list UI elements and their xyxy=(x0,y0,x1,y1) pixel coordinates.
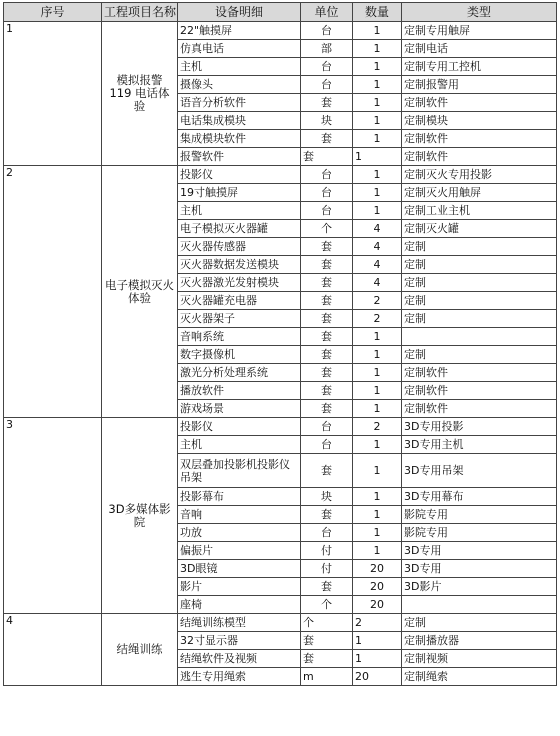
type-cell: 定制报警用 xyxy=(402,76,557,94)
type-cell: 定制 xyxy=(402,310,557,328)
item-cell: 集成模块软件 xyxy=(178,130,301,148)
group-seq: 2 xyxy=(4,166,102,418)
item-cell: 报警软件 xyxy=(178,148,301,166)
qty-cell: 1 xyxy=(353,148,402,166)
type-cell xyxy=(402,328,557,346)
qty-cell: 20 xyxy=(353,560,402,578)
type-cell: 3D专用投影 xyxy=(402,418,557,436)
qty-cell: 1 xyxy=(353,94,402,112)
unit-cell: 套 xyxy=(301,292,353,310)
group-seq: 3 xyxy=(4,418,102,614)
header-row xyxy=(4,3,557,22)
unit-cell: 块 xyxy=(301,488,353,506)
type-cell: 影院专用 xyxy=(402,506,557,524)
unit-cell: 个 xyxy=(301,614,353,632)
qty-cell: 1 xyxy=(353,22,402,40)
type-cell: 定制软件 xyxy=(402,364,557,382)
qty-cell: 1 xyxy=(353,112,402,130)
unit-cell: 套 xyxy=(301,256,353,274)
item-cell: 摄像头 xyxy=(178,76,301,94)
unit-cell: 套 xyxy=(301,454,353,488)
item-cell: 座椅 xyxy=(178,596,301,614)
unit-cell: 台 xyxy=(301,436,353,454)
item-cell: 主机 xyxy=(178,202,301,220)
qty-cell: 2 xyxy=(353,310,402,328)
qty-cell: 2 xyxy=(353,614,402,632)
qty-cell: 1 xyxy=(353,506,402,524)
item-cell: 双层叠加投影机投影仪吊架 xyxy=(178,454,301,488)
type-cell: 定制 xyxy=(402,614,557,632)
type-cell: 定制软件 xyxy=(402,148,557,166)
type-cell: 定制工业主机 xyxy=(402,202,557,220)
group-seq: 1 xyxy=(4,22,102,166)
type-cell: 定制灭火罐 xyxy=(402,220,557,238)
item-cell: 灭火器传感器 xyxy=(178,238,301,256)
item-cell: 投影仪 xyxy=(178,166,301,184)
unit-cell: 块 xyxy=(301,112,353,130)
type-cell: 定制 xyxy=(402,346,557,364)
qty-cell: 1 xyxy=(353,436,402,454)
item-cell: 灭火器架子 xyxy=(178,310,301,328)
type-cell: 定制模块 xyxy=(402,112,557,130)
unit-cell: 套 xyxy=(301,94,353,112)
type-cell: 3D影片 xyxy=(402,578,557,596)
table-row xyxy=(4,22,557,40)
type-cell: 定制播放器 xyxy=(402,632,557,650)
group-name: 模拟报警 119 电话体验 xyxy=(102,22,178,166)
type-cell: 定制 xyxy=(402,274,557,292)
type-cell: 定制 xyxy=(402,292,557,310)
qty-cell: 4 xyxy=(353,274,402,292)
unit-cell: 套 xyxy=(301,506,353,524)
item-cell: 音响系统 xyxy=(178,328,301,346)
qty-cell: 1 xyxy=(353,524,402,542)
qty-cell: 1 xyxy=(353,454,402,488)
item-cell: 电话集成模块 xyxy=(178,112,301,130)
item-cell: 主机 xyxy=(178,436,301,454)
qty-cell: 4 xyxy=(353,238,402,256)
type-cell: 3D专用 xyxy=(402,542,557,560)
qty-cell: 1 xyxy=(353,364,402,382)
item-cell: 功放 xyxy=(178,524,301,542)
unit-cell: 套 xyxy=(301,130,353,148)
qty-cell: 1 xyxy=(353,76,402,94)
item-cell: 数字摄像机 xyxy=(178,346,301,364)
qty-cell: 20 xyxy=(353,668,402,686)
group-name: 电子模拟灭火体验 xyxy=(102,166,178,418)
qty-cell: 4 xyxy=(353,256,402,274)
item-cell: 影片 xyxy=(178,578,301,596)
group-seq: 4 xyxy=(4,614,102,686)
item-cell: 22"触摸屏 xyxy=(178,22,301,40)
unit-cell: 套 xyxy=(301,310,353,328)
unit-cell: 个 xyxy=(301,596,353,614)
item-cell: 结绳训练模型 xyxy=(178,614,301,632)
type-cell: 3D专用吊架 xyxy=(402,454,557,488)
type-cell: 3D专用 xyxy=(402,560,557,578)
type-cell: 定制 xyxy=(402,238,557,256)
unit-cell: 台 xyxy=(301,184,353,202)
type-cell: 定制专用工控机 xyxy=(402,58,557,76)
group-name: 3D多媒体影院 xyxy=(102,418,178,614)
table-row xyxy=(4,614,557,632)
type-cell: 定制 xyxy=(402,256,557,274)
item-cell: 结绳软件及视频 xyxy=(178,650,301,668)
unit-cell: 套 xyxy=(301,148,353,166)
equipment-table xyxy=(3,2,557,686)
type-cell: 定制电话 xyxy=(402,40,557,58)
unit-cell: 台 xyxy=(301,22,353,40)
unit-cell: 台 xyxy=(301,58,353,76)
type-cell: 定制软件 xyxy=(402,94,557,112)
table-row xyxy=(4,418,557,436)
item-cell: 游戏场景 xyxy=(178,400,301,418)
type-cell xyxy=(402,596,557,614)
qty-cell: 1 xyxy=(353,650,402,668)
item-cell: 19寸触摸屏 xyxy=(178,184,301,202)
unit-cell: 台 xyxy=(301,524,353,542)
header-unit: 单位 xyxy=(301,3,353,22)
type-cell: 3D专用主机 xyxy=(402,436,557,454)
table-row xyxy=(4,166,557,184)
qty-cell: 1 xyxy=(353,346,402,364)
unit-cell: 部 xyxy=(301,40,353,58)
item-cell: 音响 xyxy=(178,506,301,524)
unit-cell: 付 xyxy=(301,542,353,560)
item-cell: 主机 xyxy=(178,58,301,76)
type-cell: 3D专用幕布 xyxy=(402,488,557,506)
unit-cell: 台 xyxy=(301,418,353,436)
item-cell: 偏振片 xyxy=(178,542,301,560)
item-cell: 32寸显示器 xyxy=(178,632,301,650)
item-cell: 逃生专用绳索 xyxy=(178,668,301,686)
item-cell: 灭火器罐充电器 xyxy=(178,292,301,310)
unit-cell: 台 xyxy=(301,202,353,220)
type-cell: 定制绳索 xyxy=(402,668,557,686)
unit-cell: 套 xyxy=(301,328,353,346)
type-cell: 定制视频 xyxy=(402,650,557,668)
qty-cell: 1 xyxy=(353,130,402,148)
type-cell: 定制灭火用触屏 xyxy=(402,184,557,202)
qty-cell: 1 xyxy=(353,40,402,58)
unit-cell: 套 xyxy=(301,578,353,596)
header-quantity: 数量 xyxy=(353,3,402,22)
type-cell: 定制软件 xyxy=(402,130,557,148)
unit-cell: 套 xyxy=(301,364,353,382)
unit-cell: 个 xyxy=(301,220,353,238)
header-equipment: 设备明细 xyxy=(178,3,301,22)
item-cell: 播放软件 xyxy=(178,382,301,400)
item-cell: 激光分析处理系统 xyxy=(178,364,301,382)
qty-cell: 1 xyxy=(353,202,402,220)
type-cell: 影院专用 xyxy=(402,524,557,542)
qty-cell: 1 xyxy=(353,58,402,76)
unit-cell: 套 xyxy=(301,400,353,418)
qty-cell: 1 xyxy=(353,542,402,560)
unit-cell: 套 xyxy=(301,346,353,364)
qty-cell: 1 xyxy=(353,400,402,418)
unit-cell: 台 xyxy=(301,76,353,94)
type-cell: 定制软件 xyxy=(402,382,557,400)
unit-cell: 套 xyxy=(301,274,353,292)
item-cell: 电子模拟灭火器罐 xyxy=(178,220,301,238)
unit-cell: 付 xyxy=(301,560,353,578)
unit-cell: 台 xyxy=(301,166,353,184)
qty-cell: 2 xyxy=(353,292,402,310)
header-seq: 序号 xyxy=(4,3,102,22)
item-cell: 语音分析软件 xyxy=(178,94,301,112)
header-project-name: 工程项目名称 xyxy=(102,3,178,22)
qty-cell: 20 xyxy=(353,596,402,614)
unit-cell: 套 xyxy=(301,238,353,256)
item-cell: 灭火器数据发送模块 xyxy=(178,256,301,274)
item-cell: 仿真电话 xyxy=(178,40,301,58)
qty-cell: 1 xyxy=(353,488,402,506)
unit-cell: 套 xyxy=(301,632,353,650)
type-cell: 定制专用触屏 xyxy=(402,22,557,40)
item-cell: 投影幕布 xyxy=(178,488,301,506)
qty-cell: 1 xyxy=(353,184,402,202)
qty-cell: 1 xyxy=(353,328,402,346)
type-cell: 定制软件 xyxy=(402,400,557,418)
unit-cell: 套 xyxy=(301,650,353,668)
item-cell: 3D眼镜 xyxy=(178,560,301,578)
qty-cell: 1 xyxy=(353,166,402,184)
qty-cell: 1 xyxy=(353,382,402,400)
type-cell: 定制灭火专用投影 xyxy=(402,166,557,184)
qty-cell: 4 xyxy=(353,220,402,238)
qty-cell: 1 xyxy=(353,632,402,650)
item-cell: 投影仪 xyxy=(178,418,301,436)
unit-cell: 套 xyxy=(301,382,353,400)
header-type: 类型 xyxy=(402,3,557,22)
qty-cell: 2 xyxy=(353,418,402,436)
group-name: 结绳训练 xyxy=(102,614,178,686)
item-cell: 灭火器激光发射模块 xyxy=(178,274,301,292)
unit-cell: m xyxy=(301,668,353,686)
qty-cell: 20 xyxy=(353,578,402,596)
